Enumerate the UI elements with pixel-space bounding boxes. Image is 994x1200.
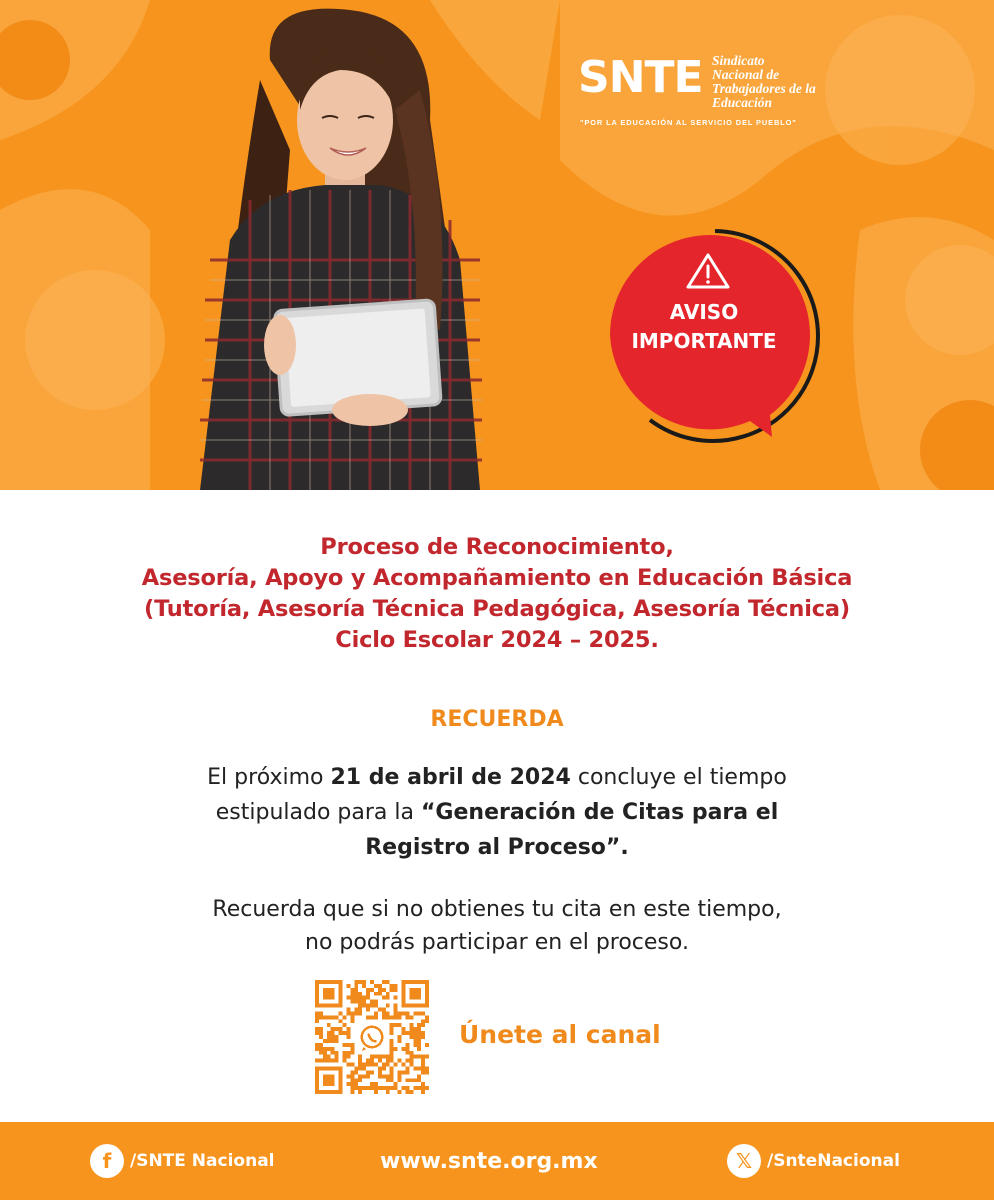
whatsapp-channel-qr-code[interactable] bbox=[315, 980, 429, 1094]
logo-name: Sindicato Nacional de Trabajadores de la Educación bbox=[712, 53, 816, 110]
x-icon: 𝕏 bbox=[727, 1144, 761, 1178]
snte-logo bbox=[578, 50, 848, 132]
x-handle: /SnteNacional bbox=[767, 1151, 900, 1171]
footer-bar bbox=[0, 1122, 994, 1200]
whatsapp-icon bbox=[358, 1023, 386, 1051]
deadline-message: El próximo 21 de abril de 2024 concluye el tiempo estipulado para la “Generación de Citas para el Registro al Proceso”. bbox=[207, 765, 787, 860]
deadline-date: 21 de abril de 2024 bbox=[330, 765, 571, 790]
website-url: www.snte.org.mx bbox=[380, 1148, 598, 1174]
join-channel-label[interactable]: Únete al canal bbox=[459, 1020, 661, 1049]
logo-slogan: "POR LA EDUCACIÓN AL SERVICIO DEL PUEBLO" bbox=[580, 118, 797, 127]
logo-mark: SNTE bbox=[578, 52, 703, 103]
warning-note: Recuerda que si no obtienes tu cita en este tiempo, no podrás participar en el proceso. bbox=[212, 897, 782, 955]
hero-banner bbox=[0, 0, 994, 490]
facebook-link[interactable] bbox=[90, 1122, 275, 1200]
website-link[interactable] bbox=[380, 1122, 598, 1200]
woman-with-tablet-image bbox=[150, 0, 510, 490]
facebook-handle: /SNTE Nacional bbox=[130, 1151, 275, 1171]
recuerda-heading: RECUERDA bbox=[430, 707, 564, 732]
x-link[interactable] bbox=[727, 1122, 900, 1200]
facebook-icon: f bbox=[90, 1144, 124, 1178]
badge-text: AVISO IMPORTANTE bbox=[631, 300, 777, 353]
process-title: Proceso de Reconocimiento, Asesoría, Apoyo y Acompañamiento en Educación Básica (Tutoría, Asesoría Técnica Pedagógica, Asesoría Técnica) Ciclo Escolar 2024 – 2025. bbox=[141, 534, 853, 653]
